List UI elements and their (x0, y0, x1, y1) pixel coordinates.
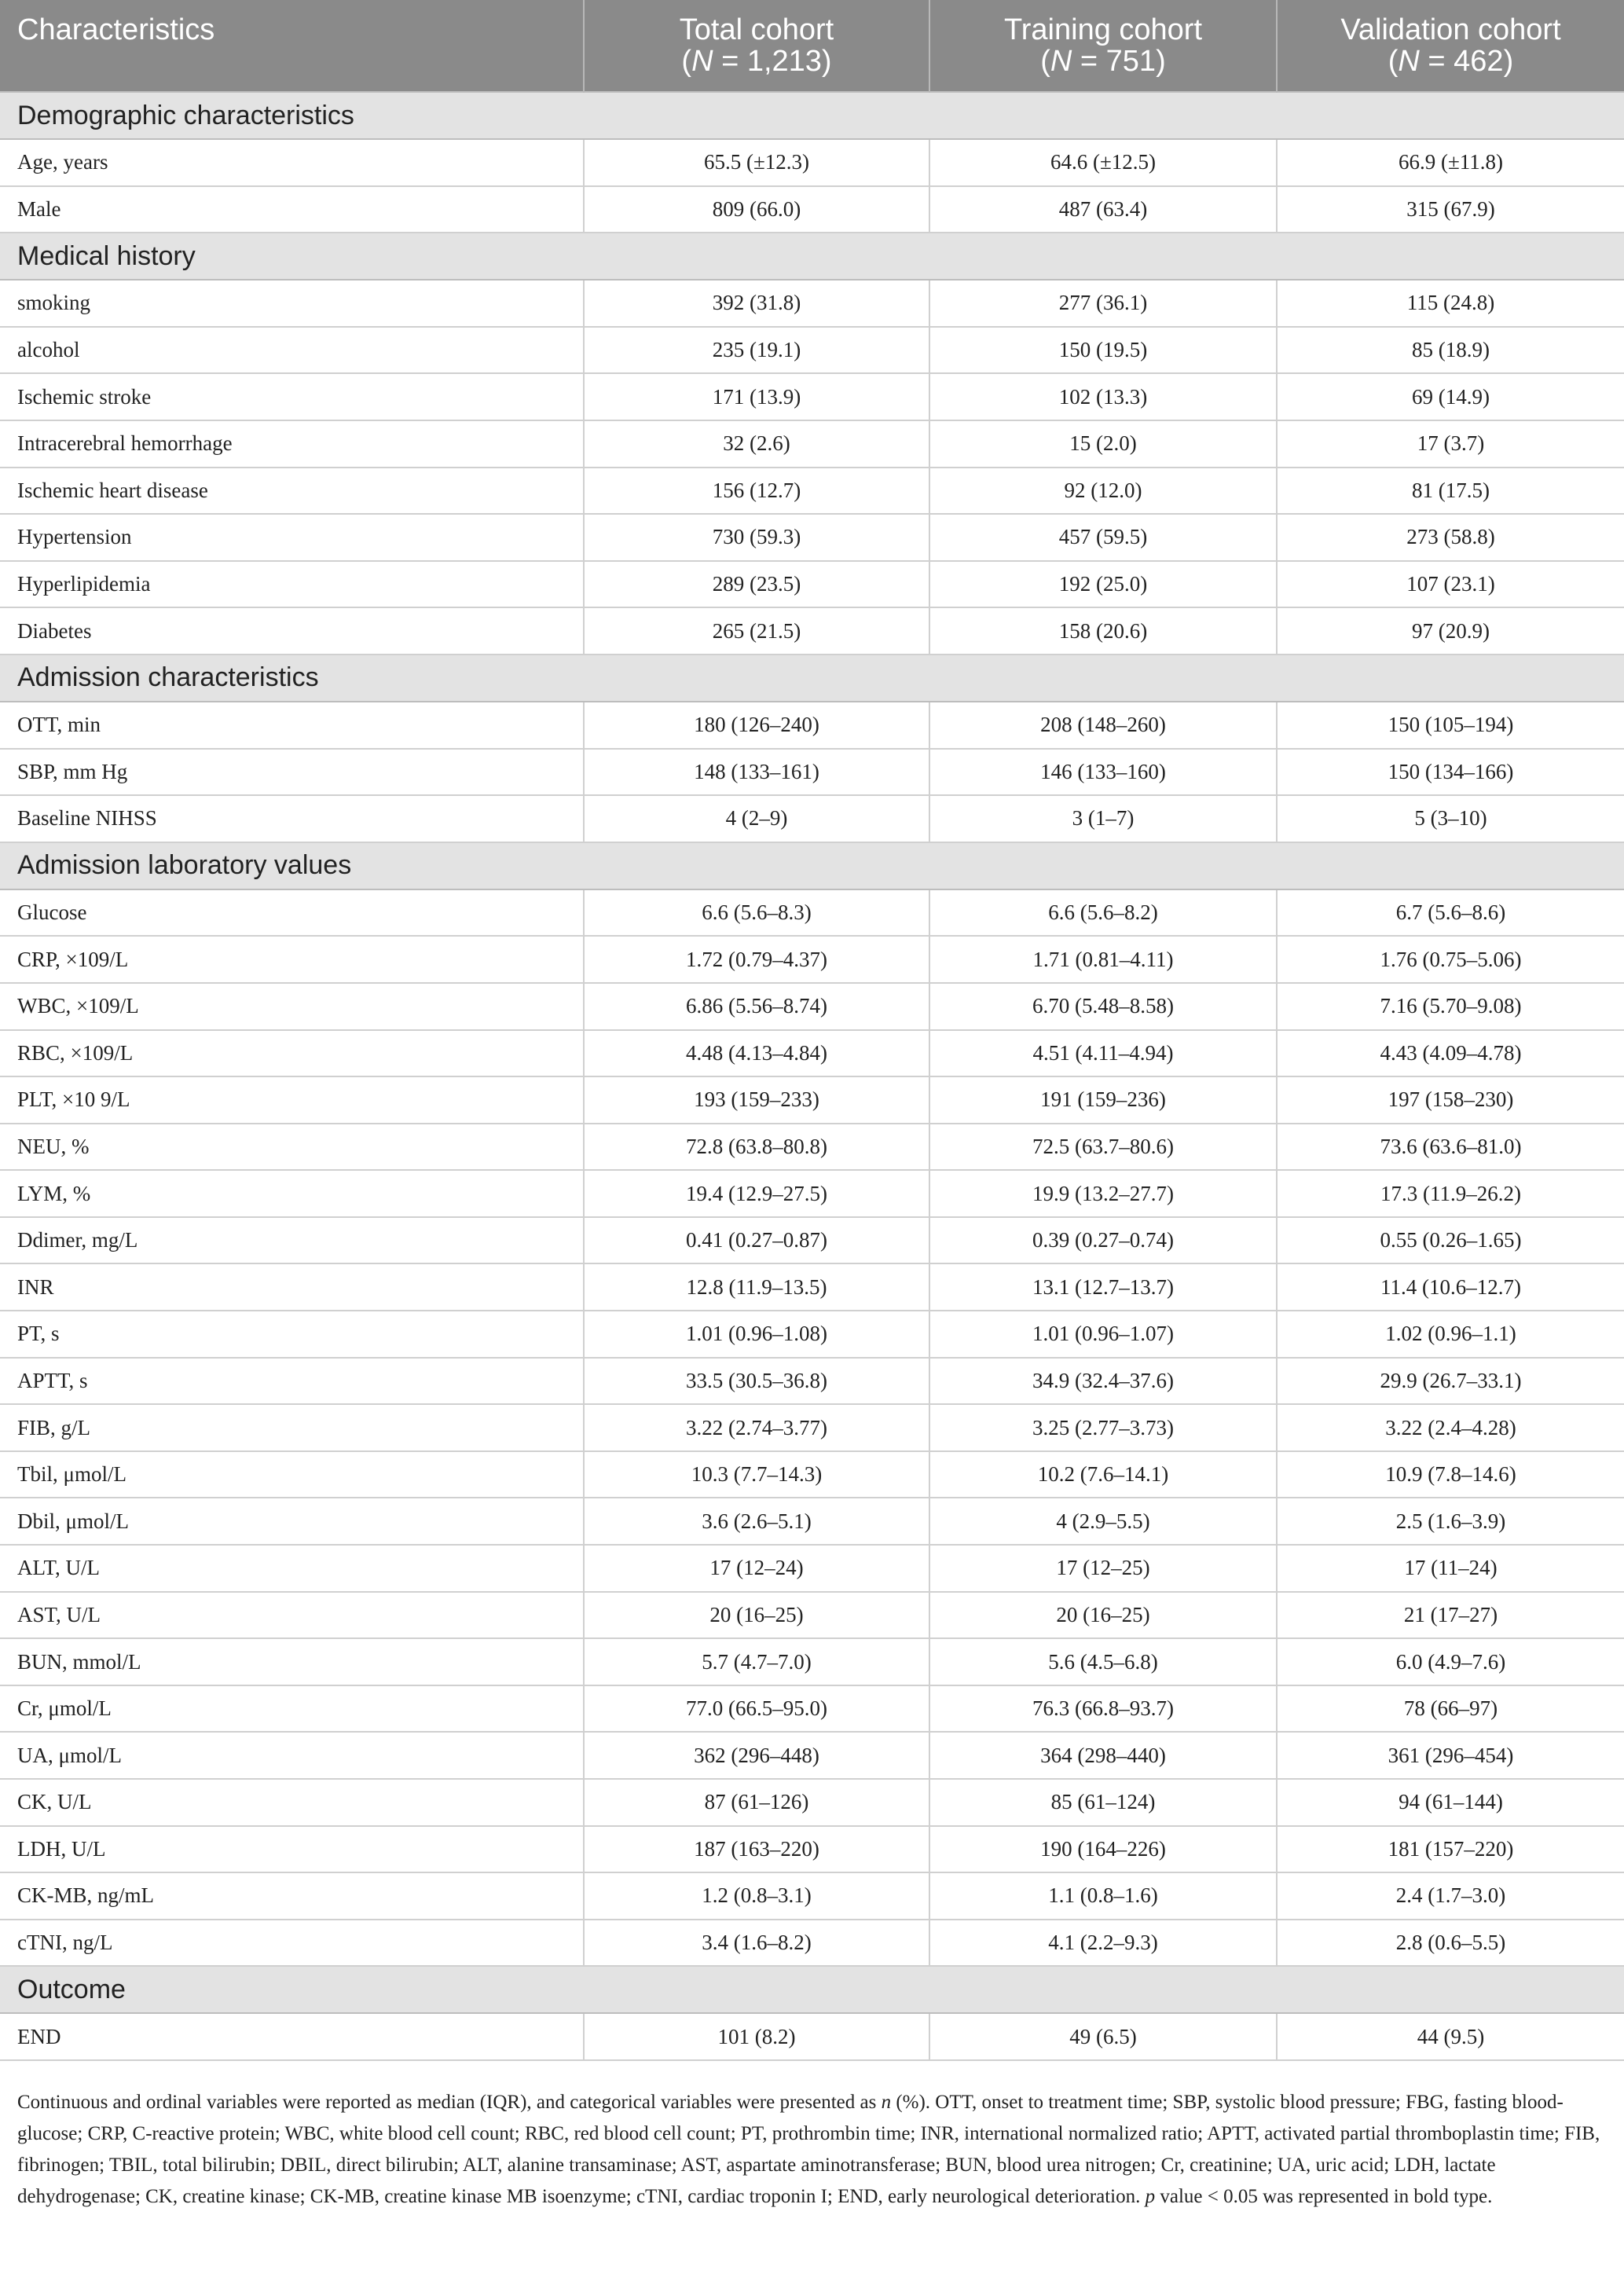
row-label: Age, years (0, 139, 584, 186)
cell-training-cohort: 6.70 (5.48–8.58) (929, 983, 1277, 1030)
cell-total-cohort: 87 (61–126) (584, 1779, 929, 1826)
table-row (0, 373, 1624, 420)
table-row (0, 1826, 1624, 1873)
table-row (0, 514, 1624, 561)
cell-total-cohort: 3.22 (2.74–3.77) (584, 1404, 929, 1451)
row-label: Dbil, μmol/L (0, 1498, 584, 1545)
cell-total-cohort: 156 (12.7) (584, 468, 929, 515)
row-label: CK-MB, ng/mL (0, 1872, 584, 1920)
row-label: SBP, mm Hg (0, 749, 584, 796)
cell-total-cohort: 6.6 (5.6–8.3) (584, 889, 929, 937)
header-total-n-value: = 1,213) (713, 45, 832, 78)
cell-validation-cohort: 10.9 (7.8–14.6) (1277, 1451, 1624, 1498)
cell-total-cohort: 101 (8.2) (584, 2013, 929, 2060)
section-header-row (0, 655, 1624, 702)
cell-training-cohort: 6.6 (5.6–8.2) (929, 889, 1277, 937)
table-row (0, 327, 1624, 374)
cell-validation-cohort: 150 (134–166) (1277, 749, 1624, 796)
row-label: LDH, U/L (0, 1826, 584, 1873)
header-training-n-open: ( (1040, 45, 1050, 78)
cell-training-cohort: 13.1 (12.7–13.7) (929, 1263, 1277, 1311)
cell-training-cohort: 1.1 (0.8–1.6) (929, 1872, 1277, 1920)
table-row (0, 1030, 1624, 1077)
table-row (0, 1685, 1624, 1733)
cell-training-cohort: 150 (19.5) (929, 327, 1277, 374)
cell-total-cohort: 77.0 (66.5–95.0) (584, 1685, 929, 1733)
table-row (0, 1732, 1624, 1779)
table-header (0, 0, 1624, 92)
cell-validation-cohort: 1.76 (0.75–5.06) (1277, 936, 1624, 983)
cell-validation-cohort: 17 (11–24) (1277, 1545, 1624, 1592)
row-label: UA, μmol/L (0, 1732, 584, 1779)
row-label: Hypertension (0, 514, 584, 561)
table-row (0, 1920, 1624, 1967)
cell-total-cohort: 3.6 (2.6–5.1) (584, 1498, 929, 1545)
cell-training-cohort: 364 (298–440) (929, 1732, 1277, 1779)
section-header-row (0, 1966, 1624, 2013)
header-validation-n-symbol: N (1398, 45, 1420, 78)
row-label: AST, U/L (0, 1592, 584, 1639)
cell-total-cohort: 19.4 (12.9–27.5) (584, 1170, 929, 1217)
cell-total-cohort: 187 (163–220) (584, 1826, 929, 1873)
cell-training-cohort: 1.71 (0.81–4.11) (929, 936, 1277, 983)
row-label: Ischemic stroke (0, 373, 584, 420)
cell-training-cohort: 72.5 (63.7–80.6) (929, 1124, 1277, 1171)
cell-total-cohort: 1.01 (0.96–1.08) (584, 1311, 929, 1358)
section-title: Admission characteristics (0, 655, 1624, 702)
footnote-text-3: value < 0.05 was represented in bold type. (1155, 2186, 1493, 2207)
cell-training-cohort: 20 (16–25) (929, 1592, 1277, 1639)
header-validation-title: Validation cohort (1340, 13, 1561, 46)
cell-training-cohort: 3 (1–7) (929, 795, 1277, 842)
cell-training-cohort: 4 (2.9–5.5) (929, 1498, 1277, 1545)
cell-total-cohort: 17 (12–24) (584, 1545, 929, 1592)
cell-validation-cohort: 4.43 (4.09–4.78) (1277, 1030, 1624, 1077)
row-label: Ischemic heart disease (0, 468, 584, 515)
header-training-cohort (929, 0, 1277, 92)
table-row (0, 702, 1624, 749)
cell-validation-cohort: 115 (24.8) (1277, 280, 1624, 327)
table-row (0, 1263, 1624, 1311)
row-label: cTNI, ng/L (0, 1920, 584, 1967)
row-label: OTT, min (0, 702, 584, 749)
section-title: Admission laboratory values (0, 842, 1624, 889)
table-row (0, 280, 1624, 327)
header-validation-n-open: ( (1388, 45, 1399, 78)
cell-training-cohort: 5.6 (4.5–6.8) (929, 1638, 1277, 1685)
cell-validation-cohort: 97 (20.9) (1277, 607, 1624, 655)
cell-validation-cohort: 150 (105–194) (1277, 702, 1624, 749)
cell-validation-cohort: 3.22 (2.4–4.28) (1277, 1404, 1624, 1451)
header-row (0, 0, 1624, 92)
cell-training-cohort: 76.3 (66.8–93.7) (929, 1685, 1277, 1733)
header-validation-n (1278, 46, 1624, 77)
cell-training-cohort: 277 (36.1) (929, 280, 1277, 327)
cell-training-cohort: 208 (148–260) (929, 702, 1277, 749)
header-training-n (930, 46, 1276, 77)
table-row (0, 1872, 1624, 1920)
row-label: END (0, 2013, 584, 2060)
cell-total-cohort: 0.41 (0.27–0.87) (584, 1217, 929, 1264)
row-label: FIB, g/L (0, 1404, 584, 1451)
header-total-n-symbol: N (691, 45, 713, 78)
cell-training-cohort: 85 (61–124) (929, 1779, 1277, 1826)
section-title: Outcome (0, 1966, 1624, 2013)
cell-training-cohort: 1.01 (0.96–1.07) (929, 1311, 1277, 1358)
table-row (0, 889, 1624, 937)
header-total-title: Total cohort (679, 13, 834, 46)
cell-validation-cohort: 78 (66–97) (1277, 1685, 1624, 1733)
table-row (0, 936, 1624, 983)
section-header-row (0, 92, 1624, 139)
table-row (0, 1592, 1624, 1639)
row-label: WBC, ×109/L (0, 983, 584, 1030)
cell-training-cohort: 10.2 (7.6–14.1) (929, 1451, 1277, 1498)
footnote-text-2: (%). OTT, onset to treatment time; SBP, systolic blood pressure; FBG, fasting blood-glucose; CRP, C-reactive protein; WBC, white blood cell count; RBC, red blood cell count; PT, prothrombin time; INR, international normalized ratio; APTT, activated partial thromboplastin time; FIB, fibrinogen; TBIL, total bilirubin; DBIL, direct bilirubin; ALT, alanine transaminase; AST, aspartate aminotransferase; BUN, blood urea nitrogen; Cr, creatinine; UA, uric acid; LDH, lactate dehydrogenase; CK, creatine kinase; CK-MB, creatine kinase MB isoenzyme; cTNI, cardiac troponin I; END, early neurological deterioration. (17, 2092, 1600, 2207)
section-header-row (0, 233, 1624, 280)
cell-total-cohort: 180 (126–240) (584, 702, 929, 749)
cell-training-cohort: 4.1 (2.2–9.3) (929, 1920, 1277, 1967)
cell-training-cohort: 0.39 (0.27–0.74) (929, 1217, 1277, 1264)
cell-training-cohort: 17 (12–25) (929, 1545, 1277, 1592)
header-validation-n-value: = 462) (1419, 45, 1514, 78)
cell-total-cohort: 72.8 (63.8–80.8) (584, 1124, 929, 1171)
table-row (0, 561, 1624, 608)
row-label: alcohol (0, 327, 584, 374)
row-label: Tbil, μmol/L (0, 1451, 584, 1498)
cell-total-cohort: 289 (23.5) (584, 561, 929, 608)
cell-training-cohort: 3.25 (2.77–3.73) (929, 1404, 1277, 1451)
row-label: Cr, μmol/L (0, 1685, 584, 1733)
cell-training-cohort: 49 (6.5) (929, 2013, 1277, 2060)
row-label: PT, s (0, 1311, 584, 1358)
cell-validation-cohort: 11.4 (10.6–12.7) (1277, 1263, 1624, 1311)
row-label: INR (0, 1263, 584, 1311)
section-header-row (0, 842, 1624, 889)
row-label: Ddimer, mg/L (0, 1217, 584, 1264)
table-row (0, 1404, 1624, 1451)
cell-validation-cohort: 17 (3.7) (1277, 420, 1624, 468)
table-row (0, 1498, 1624, 1545)
table-row (0, 1076, 1624, 1124)
footnote-italic-n: n (881, 2092, 892, 2113)
cell-validation-cohort: 81 (17.5) (1277, 468, 1624, 515)
cell-validation-cohort: 5 (3–10) (1277, 795, 1624, 842)
header-total-n-open: ( (681, 45, 692, 78)
cell-total-cohort: 1.72 (0.79–4.37) (584, 936, 929, 983)
header-characteristics: Characteristics (0, 0, 584, 92)
footnote-italic-p: p (1145, 2186, 1156, 2207)
row-label: Hyperlipidemia (0, 561, 584, 608)
cell-total-cohort: 20 (16–25) (584, 1592, 929, 1639)
row-label: BUN, mmol/L (0, 1638, 584, 1685)
section-title: Demographic characteristics (0, 92, 1624, 139)
cell-validation-cohort: 6.0 (4.9–7.6) (1277, 1638, 1624, 1685)
cell-validation-cohort: 2.8 (0.6–5.5) (1277, 1920, 1624, 1967)
row-label: RBC, ×109/L (0, 1030, 584, 1077)
table-body (0, 92, 1624, 2060)
row-label: NEU, % (0, 1124, 584, 1171)
cell-total-cohort: 265 (21.5) (584, 607, 929, 655)
cell-total-cohort: 4 (2–9) (584, 795, 929, 842)
cell-validation-cohort: 17.3 (11.9–26.2) (1277, 1170, 1624, 1217)
cell-training-cohort: 487 (63.4) (929, 186, 1277, 233)
cell-total-cohort: 1.2 (0.8–3.1) (584, 1872, 929, 1920)
cell-validation-cohort: 2.5 (1.6–3.9) (1277, 1498, 1624, 1545)
cell-training-cohort: 4.51 (4.11–4.94) (929, 1030, 1277, 1077)
row-label: smoking (0, 280, 584, 327)
cell-total-cohort: 10.3 (7.7–14.3) (584, 1451, 929, 1498)
row-label: Glucose (0, 889, 584, 937)
table-row (0, 420, 1624, 468)
cell-training-cohort: 34.9 (32.4–37.6) (929, 1358, 1277, 1405)
row-label: Baseline NIHSS (0, 795, 584, 842)
cell-validation-cohort: 69 (14.9) (1277, 373, 1624, 420)
cell-validation-cohort: 2.4 (1.7–3.0) (1277, 1872, 1624, 1920)
row-label: PLT, ×10 9/L (0, 1076, 584, 1124)
table-row (0, 1638, 1624, 1685)
table-row (0, 749, 1624, 796)
cell-validation-cohort: 1.02 (0.96–1.1) (1277, 1311, 1624, 1358)
row-label: ALT, U/L (0, 1545, 584, 1592)
cell-training-cohort: 19.9 (13.2–27.7) (929, 1170, 1277, 1217)
row-label: Diabetes (0, 607, 584, 655)
cell-validation-cohort: 315 (67.9) (1277, 186, 1624, 233)
table-row (0, 1779, 1624, 1826)
cell-validation-cohort: 21 (17–27) (1277, 1592, 1624, 1639)
cell-total-cohort: 171 (13.9) (584, 373, 929, 420)
cell-training-cohort: 457 (59.5) (929, 514, 1277, 561)
cell-validation-cohort: 85 (18.9) (1277, 327, 1624, 374)
cell-total-cohort: 362 (296–448) (584, 1732, 929, 1779)
table-row (0, 139, 1624, 186)
cell-total-cohort: 392 (31.8) (584, 280, 929, 327)
row-label: CK, U/L (0, 1779, 584, 1826)
cell-validation-cohort: 361 (296–454) (1277, 1732, 1624, 1779)
cell-total-cohort: 4.48 (4.13–4.84) (584, 1030, 929, 1077)
cell-training-cohort: 191 (159–236) (929, 1076, 1277, 1124)
header-training-title: Training cohort (1003, 13, 1203, 46)
table-row (0, 1545, 1624, 1592)
table-row (0, 1358, 1624, 1405)
cell-training-cohort: 158 (20.6) (929, 607, 1277, 655)
cell-training-cohort: 92 (12.0) (929, 468, 1277, 515)
cell-validation-cohort: 66.9 (±11.8) (1277, 139, 1624, 186)
table-row (0, 1311, 1624, 1358)
table-row (0, 1451, 1624, 1498)
table-row (0, 607, 1624, 655)
cell-training-cohort: 146 (133–160) (929, 749, 1277, 796)
cell-total-cohort: 5.7 (4.7–7.0) (584, 1638, 929, 1685)
cell-total-cohort: 32 (2.6) (584, 420, 929, 468)
cell-validation-cohort: 73.6 (63.6–81.0) (1277, 1124, 1624, 1171)
cell-validation-cohort: 7.16 (5.70–9.08) (1277, 983, 1624, 1030)
cell-validation-cohort: 94 (61–144) (1277, 1779, 1624, 1826)
cell-total-cohort: 809 (66.0) (584, 186, 929, 233)
cell-validation-cohort: 0.55 (0.26–1.65) (1277, 1217, 1624, 1264)
cell-total-cohort: 148 (133–161) (584, 749, 929, 796)
table-row (0, 468, 1624, 515)
header-validation-cohort (1277, 0, 1624, 92)
cell-total-cohort: 65.5 (±12.3) (584, 139, 929, 186)
cell-validation-cohort: 273 (58.8) (1277, 514, 1624, 561)
header-total-cohort (584, 0, 929, 92)
table-row (0, 2013, 1624, 2060)
cell-training-cohort: 15 (2.0) (929, 420, 1277, 468)
row-label: LYM, % (0, 1170, 584, 1217)
table-row (0, 1124, 1624, 1171)
cell-training-cohort: 102 (13.3) (929, 373, 1277, 420)
cell-total-cohort: 235 (19.1) (584, 327, 929, 374)
cell-validation-cohort: 29.9 (26.7–33.1) (1277, 1358, 1624, 1405)
table-row (0, 795, 1624, 842)
footnote-text-1: Continuous and ordinal variables were reported as median (IQR), and categorical variables were presented as (17, 2092, 882, 2113)
cell-training-cohort: 64.6 (±12.5) (929, 139, 1277, 186)
cell-total-cohort: 3.4 (1.6–8.2) (584, 1920, 929, 1967)
cell-validation-cohort: 181 (157–220) (1277, 1826, 1624, 1873)
cell-total-cohort: 730 (59.3) (584, 514, 929, 561)
header-training-n-symbol: N (1050, 45, 1072, 78)
cell-training-cohort: 190 (164–226) (929, 1826, 1277, 1873)
header-total-n (585, 46, 929, 77)
row-label: Intracerebral hemorrhage (0, 420, 584, 468)
table-row (0, 1217, 1624, 1264)
table-row (0, 983, 1624, 1030)
table-footnote (17, 2087, 1608, 2213)
cell-total-cohort: 12.8 (11.9–13.5) (584, 1263, 929, 1311)
cell-total-cohort: 6.86 (5.56–8.74) (584, 983, 929, 1030)
cell-validation-cohort: 197 (158–230) (1277, 1076, 1624, 1124)
row-label: APTT, s (0, 1358, 584, 1405)
cell-validation-cohort: 6.7 (5.6–8.6) (1277, 889, 1624, 937)
cell-validation-cohort: 107 (23.1) (1277, 561, 1624, 608)
header-training-n-value: = 751) (1072, 45, 1166, 78)
cell-training-cohort: 192 (25.0) (929, 561, 1277, 608)
table-row (0, 186, 1624, 233)
row-label: Male (0, 186, 584, 233)
row-label: CRP, ×109/L (0, 936, 584, 983)
cell-total-cohort: 33.5 (30.5–36.8) (584, 1358, 929, 1405)
cell-total-cohort: 193 (159–233) (584, 1076, 929, 1124)
section-title: Medical history (0, 233, 1624, 280)
cell-validation-cohort: 44 (9.5) (1277, 2013, 1624, 2060)
table-row (0, 1170, 1624, 1217)
